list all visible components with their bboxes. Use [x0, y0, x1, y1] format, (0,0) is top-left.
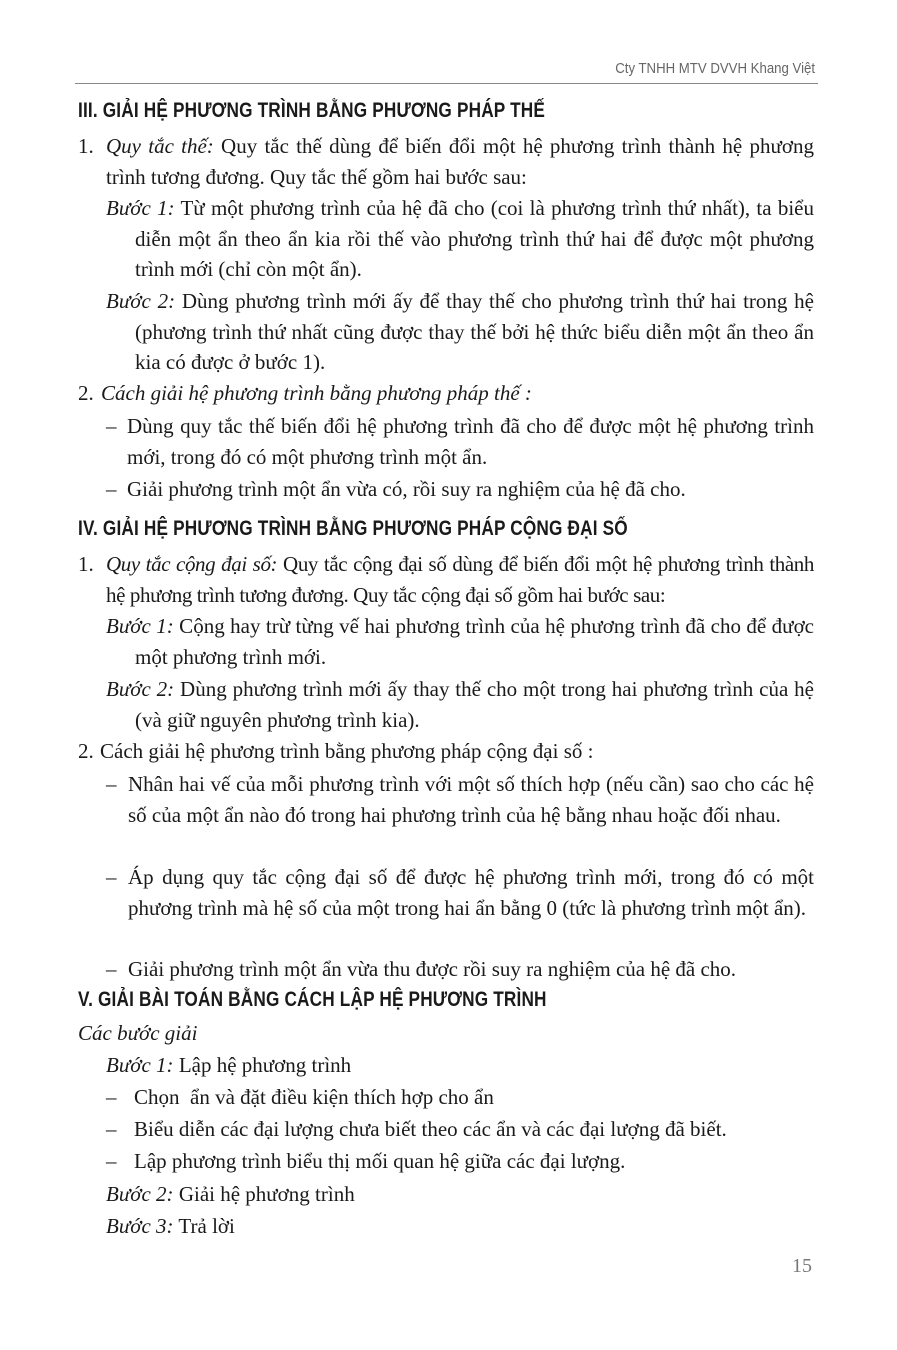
addition-rule-paragraph [106, 549, 814, 610]
bullet-text: Lập phương trình biểu thị mối quan hệ giữa các đại lượng. [134, 1149, 626, 1173]
step-label: Bước 2: [106, 289, 176, 313]
bullet-dash: – [106, 1149, 117, 1173]
paragraph-text: Quy tắc thế dùng để biến đổi một hệ phương trình thành hệ phương trình tương đương. Quy tắc thế gồm hai bước sau: [106, 134, 814, 189]
bullet-dash: – [106, 414, 117, 438]
method-label: Cách giải hệ phương trình bằng phương pháp thế : [101, 381, 532, 405]
bullet-text: Dùng quy tắc thế biến đổi hệ phương trình đã cho để được một hệ phương trình mới, trong đó có một phương trình một ẩn. [127, 414, 814, 469]
step-3-line [106, 1211, 235, 1242]
paragraph-text: Cộng hay trừ từng vế hai phương trình của hệ phương trình đã cho để được một phương trình mới. [135, 614, 814, 669]
item-number: 2. [78, 739, 94, 763]
bullet-dash: – [106, 865, 117, 889]
method-heading [101, 378, 532, 409]
section-5-heading: V. GIẢI BÀI TOÁN BẰNG CÁCH LẬP HỆ PHƯƠNG TRÌNH [78, 988, 547, 1011]
step-2-line [106, 1179, 355, 1210]
bullet-text: Biểu diễn các đại lượng chưa biết theo các ẩn và các đại lượng đã biết. [134, 1117, 727, 1141]
bullet-text: Giải phương trình một ẩn vừa thu được rồi suy ra nghiệm của hệ đã cho. [128, 957, 737, 981]
method-heading: Cách giải hệ phương trình bằng phương pháp cộng đại số : [100, 739, 594, 763]
section-3-heading: III. GIẢI HỆ PHƯƠNG TRÌNH BẰNG PHƯƠNG PHÁP THẾ [78, 99, 546, 122]
steps-subtitle [78, 1018, 197, 1049]
step-1-paragraph [106, 193, 814, 285]
bullet-text: Nhân hai vế của mỗi phương trình với một số thích hợp (nếu cần) sao cho các hệ số của một ẩn nào đó trong hai phương trình của hệ bằng nhau hoặc đối nhau. [128, 772, 814, 827]
term-label: Quy tắc cộng đại số: [106, 552, 278, 576]
bullet-text: Giải phương trình một ẩn vừa có, rồi suy ra nghiệm của hệ đã cho. [127, 477, 686, 501]
step-label: Bước 1: [106, 1053, 174, 1077]
step-text: Trả lời [173, 1214, 235, 1238]
paragraph-text: Dùng phương trình mới ấy thay thế cho một trong hai phương trình của hệ (và giữ nguyên phương trình kia). [135, 677, 814, 732]
step-label: Bước 3: [106, 1214, 174, 1238]
step-label: Bước 1: [106, 196, 175, 220]
page-number: 15 [792, 1255, 812, 1277]
bullet-text: Chọn ẩn và đặt điều kiện thích hợp cho ẩn [134, 1085, 494, 1109]
subtitle-text: Các bước giải [78, 1021, 198, 1045]
bullet-text: Áp dụng quy tắc cộng đại số để được hệ phương trình mới, trong đó có một phương trình mà hệ số của một trong hai ẩn bằng 0 (tức là phương trình một ẩn). [128, 865, 814, 920]
step-label: Bước 2: [106, 677, 175, 701]
step-text: Lập hệ phương trình [173, 1053, 352, 1077]
item-number: 1. [78, 552, 94, 576]
step-label: Bước 2: [106, 1182, 174, 1206]
paragraph-text: Dùng phương trình mới ấy để thay thế cho phương trình thứ hai trong hệ (phương trình thứ nhất cũng được thay thế bởi hệ thức biểu diễn một ẩn theo ẩn kia có được ở bước 1). [135, 289, 814, 375]
item-number: 2. [78, 381, 94, 405]
bullet-dash: – [106, 477, 117, 501]
step-text: Giải hệ phương trình [173, 1182, 355, 1206]
bullet-dash: – [106, 1117, 117, 1141]
term-label: Quy tắc thế: [106, 134, 214, 158]
bullet-dash: – [106, 1085, 117, 1109]
paragraph-text: Từ một phương trình của hệ đã cho (coi là phương trình thứ nhất), ta biểu diễn một ẩn theo ẩn kia rồi thế vào phương trình thứ hai để được một phương trình mới (chỉ còn một ẩn). [135, 196, 814, 282]
item-number: 1. [78, 134, 94, 158]
step-1-paragraph [106, 611, 814, 672]
step-2-paragraph [106, 286, 814, 378]
step-1-line [106, 1050, 351, 1081]
step-label: Bước 1: [106, 614, 174, 638]
running-header: Cty TNHH MTV DVVH Khang Việt [615, 60, 815, 77]
substitution-rule-paragraph [106, 131, 814, 192]
bullet-dash: – [106, 772, 117, 796]
section-4-heading: IV. GIẢI HỆ PHƯƠNG TRÌNH BẰNG PHƯƠNG PHÁP CỘNG ĐẠI SỐ [78, 517, 628, 540]
step-2-paragraph [106, 674, 814, 735]
paragraph-text: Quy tắc cộng đại số dùng để biến đổi một hệ phương trình thành hệ phương trình tương đương. Quy tắc cộng đại số gồm hai bước sau: [106, 552, 814, 607]
header-rule [75, 83, 818, 84]
bullet-dash: – [106, 957, 117, 981]
